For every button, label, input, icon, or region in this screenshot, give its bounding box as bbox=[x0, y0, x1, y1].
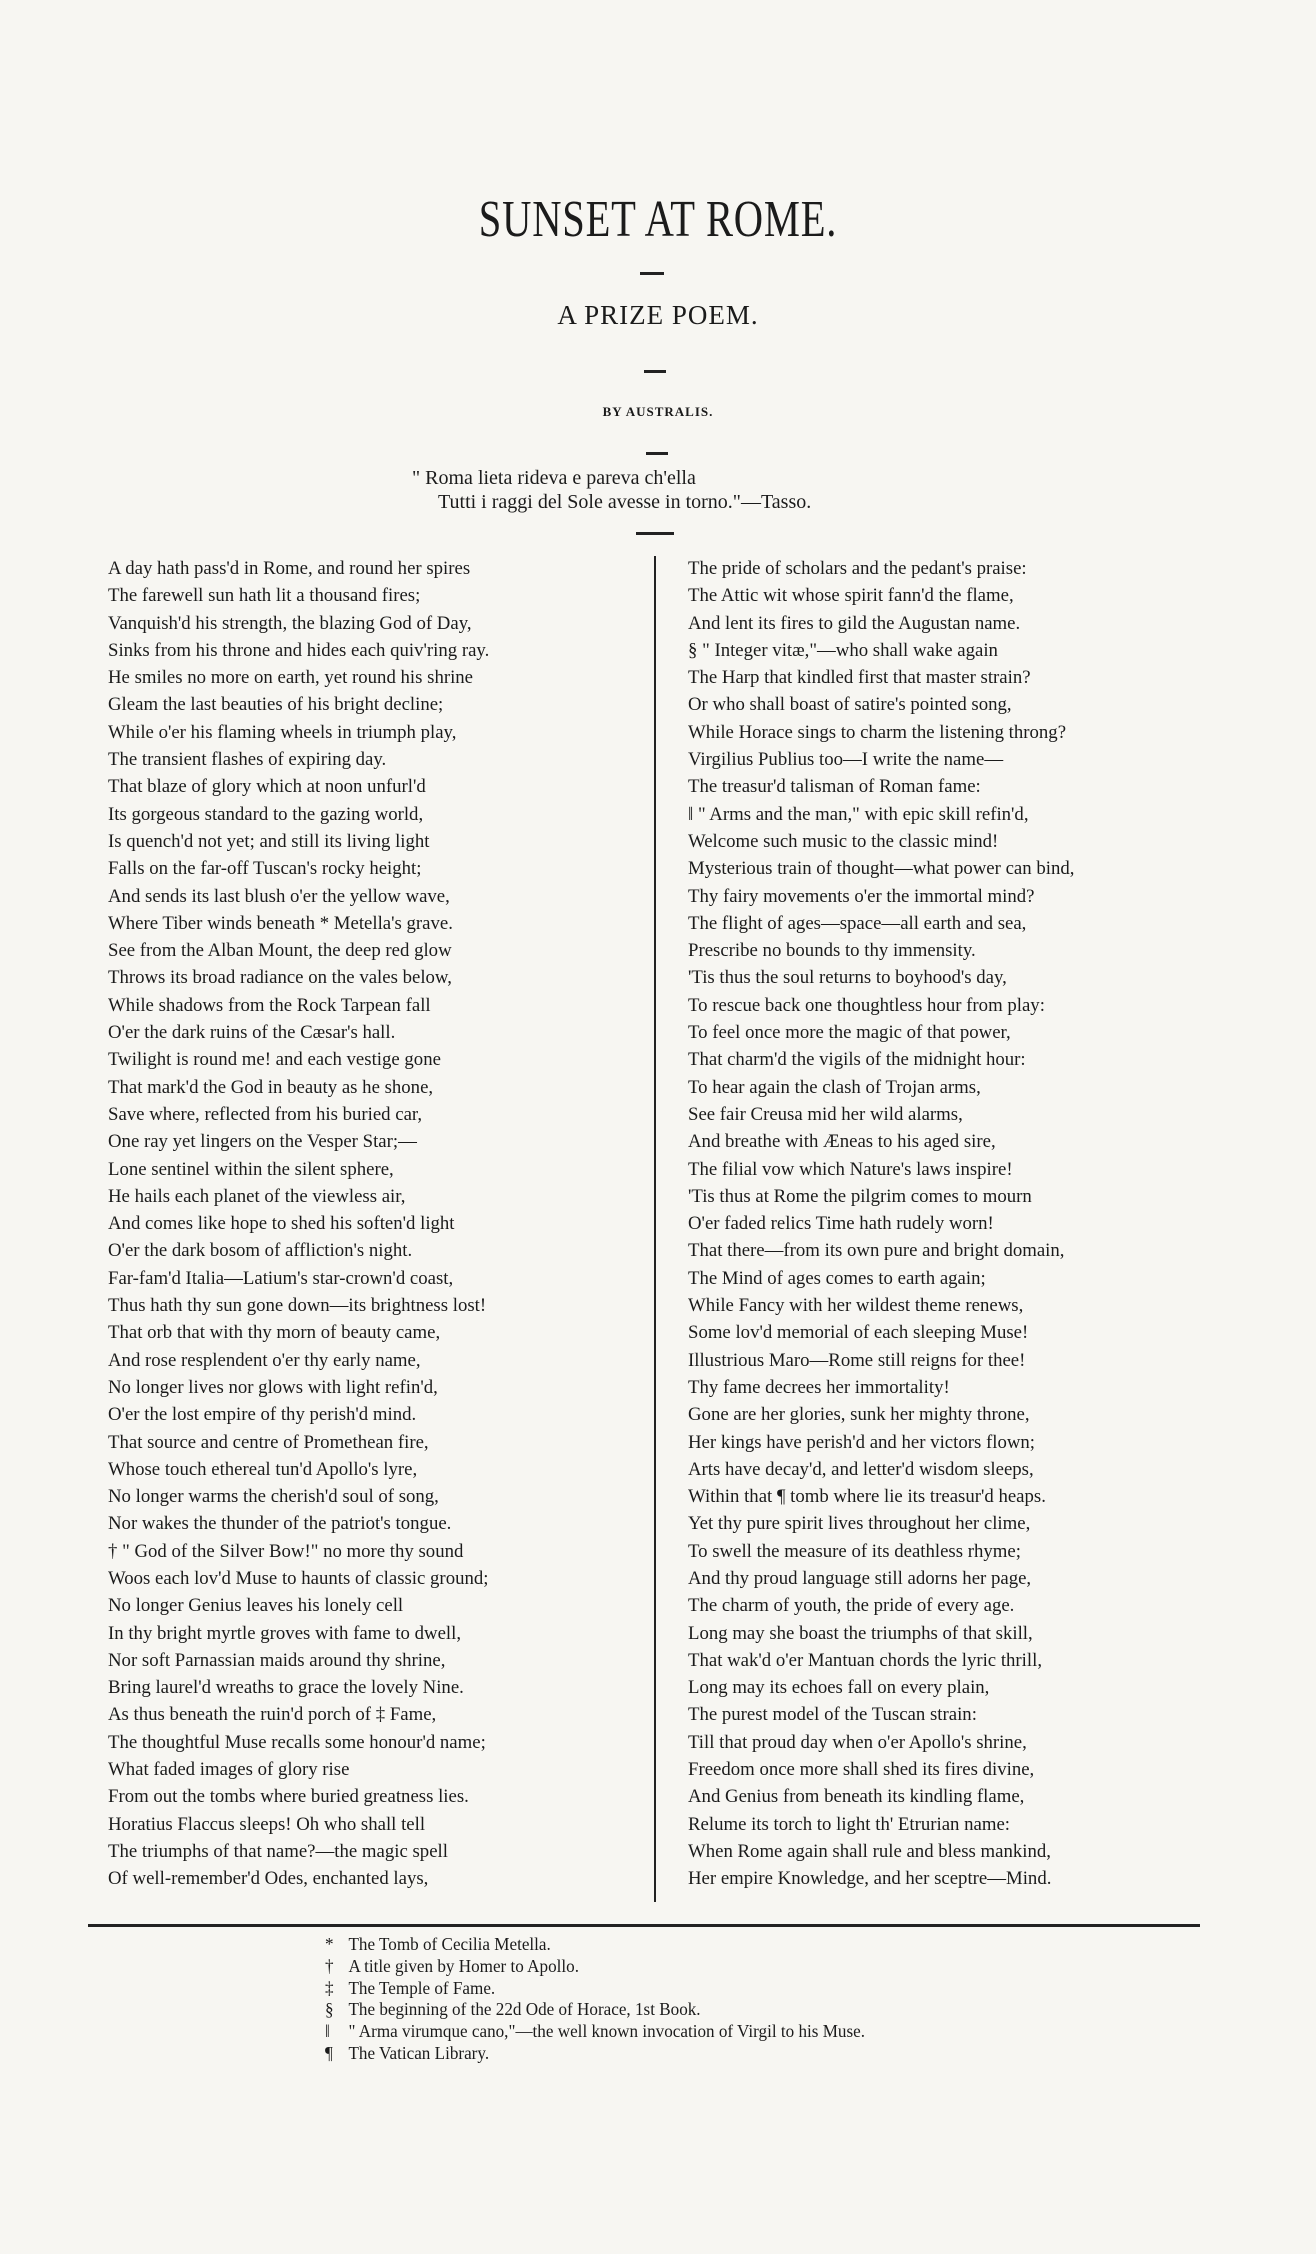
poem-column-right bbox=[688, 555, 1248, 1893]
poem-line: Woos each lov'd Muse to haunts of classic ground; bbox=[108, 1567, 489, 1589]
poem-line: The purest model of the Tuscan strain: bbox=[688, 1704, 977, 1726]
poem-line: The Attic wit whose spirit fann'd the flame, bbox=[688, 585, 1014, 607]
poem-line: The pride of scholars and the pedant's praise: bbox=[688, 558, 1027, 579]
footnote-mark: § bbox=[325, 1999, 334, 2020]
poem-line: To swell the measure of its deathless rhyme; bbox=[688, 1540, 1021, 1562]
poem-line: Arts have decay'd, and letter'd wisdom sleeps, bbox=[688, 1458, 1034, 1480]
poem-line: That mark'd the God in beauty as he shone, bbox=[108, 1076, 434, 1098]
poem-line: While Horace sings to charm the listening throng? bbox=[688, 721, 1067, 743]
poem-line: The filial vow which Nature's laws inspire! bbox=[688, 1158, 1013, 1180]
poem-line: The thoughtful Muse recalls some honour'd name; bbox=[108, 1731, 486, 1753]
poem-line: Throws its broad radiance on the vales below, bbox=[108, 967, 452, 989]
poem-line: No longer lives nor glows with light refin'd, bbox=[108, 1376, 438, 1398]
footnotes bbox=[325, 1934, 1225, 2065]
poem-line: Some lov'd memorial of each sleeping Muse! bbox=[688, 1322, 1029, 1344]
poem-line: Its gorgeous standard to the gazing world, bbox=[108, 803, 424, 825]
author-byline: BY AUSTRALIS. bbox=[602, 404, 714, 419]
poem-line: The flight of ages—space—all earth and sea, bbox=[688, 912, 1027, 934]
poem-line: Thy fame decrees her immortality! bbox=[688, 1376, 950, 1398]
poem-line: Virgilius Publius too—I write the name— bbox=[688, 749, 1004, 771]
poem-line: And lent its fires to gild the Augustan name. bbox=[688, 612, 1021, 634]
poem-line: Till that proud day when o'er Apollo's shrine, bbox=[688, 1731, 1027, 1753]
poem-subtitle: A PRIZE POEM. bbox=[557, 300, 759, 330]
poem-line: Relume its torch to light th' Etrurian name: bbox=[688, 1813, 1010, 1835]
poem-line: That blaze of glory which at noon unfurl'd bbox=[108, 776, 426, 798]
poem-line: See from the Alban Mount, the deep red glow bbox=[108, 940, 452, 962]
poem-title: SUNSET AT ROME. bbox=[478, 191, 838, 248]
footnote-mark: † bbox=[325, 1955, 334, 1976]
poem-line: The transient flashes of expiring day. bbox=[108, 749, 387, 771]
poem-line: To rescue back one thoughtless hour from play: bbox=[688, 994, 1045, 1016]
footnote-text: The Tomb of Cecilia Metella. bbox=[348, 1934, 551, 1954]
footnote bbox=[325, 2021, 1205, 2043]
footnote-text: The Vatican Library. bbox=[348, 2042, 490, 2063]
poem-line: Prescribe no bounds to thy immensity. bbox=[688, 940, 976, 962]
poem-line: That there—from its own pure and bright domain, bbox=[688, 1240, 1065, 1262]
poem-line: What faded images of glory rise bbox=[108, 1759, 350, 1781]
poem-line: That wak'd o'er Mantuan chords the lyric thrill, bbox=[688, 1649, 1043, 1671]
poem-line: Her kings have perish'd and her victors flown; bbox=[688, 1431, 1036, 1453]
footnote-mark: ‡ bbox=[325, 1977, 334, 1998]
poem-line: That charm'd the vigils of the midnight hour: bbox=[688, 1049, 1026, 1071]
footnote-text: The beginning of the 22d Ode of Horace, 1st Book. bbox=[348, 1999, 701, 2020]
poem-line: In thy bright myrtle groves with fame to dwell, bbox=[108, 1622, 462, 1644]
poem-line: † " God of the Silver Bow!" no more thy sound bbox=[108, 1540, 464, 1562]
poem-line: Far-fam'd Italia—Latium's star-crown'd coast, bbox=[108, 1267, 454, 1289]
poem-line: No longer warms the cherish'd soul of song, bbox=[108, 1486, 439, 1508]
poem-line: And rose resplendent o'er thy early name, bbox=[108, 1349, 421, 1371]
poem-line: One ray yet lingers on the Vesper Star;— bbox=[108, 1131, 417, 1153]
footnote-text: " Arma virumque cano,"—the well known invocation of Virgil to his Muse. bbox=[348, 2021, 866, 2042]
poem-line: While shadows from the Rock Tarpean fall bbox=[108, 994, 431, 1016]
poem-line: Or who shall boast of satire's pointed song, bbox=[688, 694, 1012, 716]
poem-line: A day hath pass'd in Rome, and round her spires bbox=[108, 558, 471, 579]
poem-line: O'er the lost empire of thy perish'd mind. bbox=[108, 1404, 417, 1426]
poem-line: Falls on the far-off Tuscan's rocky height; bbox=[108, 858, 422, 880]
poem-line: Long may its echoes fall on every plain, bbox=[688, 1677, 990, 1699]
poem-line: And breathe with Æneas to his aged sire, bbox=[688, 1131, 996, 1153]
poem-line: 'Tis thus the soul returns to boyhood's day, bbox=[688, 967, 1007, 989]
footnote-text: The Temple of Fame. bbox=[348, 1977, 496, 1998]
poem-line: O'er the dark bosom of affliction's night. bbox=[108, 1240, 413, 1262]
footnote-mark: ¶ bbox=[325, 2042, 333, 2063]
byline-divider bbox=[646, 452, 668, 455]
poem-line: Of well-remember'd Odes, enchanted lays, bbox=[108, 1868, 429, 1890]
poem-line: Within that ¶ tomb where lie its treasur'd heaps. bbox=[688, 1486, 1046, 1508]
poem-line: Horatius Flaccus sleeps! Oh who shall tell bbox=[108, 1813, 426, 1835]
poem-line: ‖ " Arms and the man," with epic skill refin'd, bbox=[688, 803, 1029, 825]
poem-line: That orb that with thy morn of beauty came, bbox=[108, 1322, 441, 1344]
poem-line: And sends its last blush o'er the yellow wave, bbox=[108, 885, 450, 907]
poem-line: Freedom once more shall shed its fires divine, bbox=[688, 1759, 1035, 1781]
poem-line: Save where, reflected from his buried car, bbox=[108, 1103, 423, 1125]
poem-line: Bring laurel'd wreaths to grace the lovely Nine. bbox=[108, 1677, 464, 1699]
poem-line: While Fancy with her wildest theme renews, bbox=[688, 1295, 1024, 1317]
footnote-mark: ‖ bbox=[325, 2021, 330, 2042]
poem-line: Gleam the last beauties of his bright decline; bbox=[108, 694, 444, 716]
poem-line: See fair Creusa mid her wild alarms, bbox=[688, 1103, 963, 1125]
poem-line: When Rome again shall rule and bless mankind, bbox=[688, 1840, 1051, 1862]
poem-line: He hails each planet of the viewless air, bbox=[108, 1185, 406, 1207]
footnote bbox=[325, 2043, 1205, 2065]
poem-line: Thy fairy movements o'er the immortal mind? bbox=[688, 885, 1035, 907]
footnote-rule bbox=[88, 1924, 1200, 1927]
epigraph-line: Tutti i raggi del Sole avesse in torno."—Tasso. bbox=[438, 491, 812, 513]
poem-line: Lone sentinel within the silent sphere, bbox=[108, 1158, 394, 1180]
poem-line: Illustrious Maro—Rome still reigns for thee! bbox=[688, 1349, 1026, 1371]
poem-line: From out the tombs where buried greatness lies. bbox=[108, 1786, 469, 1808]
footnote bbox=[325, 1956, 1205, 1978]
poem-line: § " Integer vitæ,"—who shall wake again bbox=[688, 639, 998, 661]
poem-line: While o'er his flaming wheels in triumph play, bbox=[108, 721, 457, 743]
poem-line: O'er faded relics Time hath rudely worn! bbox=[688, 1213, 994, 1235]
footnote-mark: * bbox=[325, 1934, 334, 1954]
footnote-text: A title given by Homer to Apollo. bbox=[348, 1955, 579, 1976]
poem-line: Twilight is round me! and each vestige gone bbox=[108, 1049, 441, 1071]
poem-line: Whose touch ethereal tun'd Apollo's lyre, bbox=[108, 1458, 418, 1480]
poem-line: Her empire Knowledge, and her sceptre—Mind. bbox=[688, 1868, 1052, 1890]
poem-line: He smiles no more on earth, yet round his shrine bbox=[108, 667, 474, 689]
poem-line: Thus hath thy sun gone down—its brightness lost! bbox=[108, 1295, 487, 1317]
footnote bbox=[325, 1999, 1205, 2021]
poem-line: Long may she boast the triumphs of that skill, bbox=[688, 1622, 1033, 1644]
footnote bbox=[325, 1934, 1205, 1956]
poem-line: To hear again the clash of Trojan arms, bbox=[688, 1076, 981, 1098]
poem-line: Mysterious train of thought—what power can bind, bbox=[688, 858, 1075, 880]
poem-line: 'Tis thus at Rome the pilgrim comes to mourn bbox=[688, 1185, 1032, 1207]
poem-line: And comes like hope to shed his soften'd light bbox=[108, 1213, 455, 1235]
poem-line: To feel once more the magic of that power, bbox=[688, 1022, 1011, 1044]
poem-line: The triumphs of that name?—the magic spell bbox=[108, 1840, 448, 1862]
title-divider bbox=[640, 272, 664, 275]
poem-line: As thus beneath the ruin'd porch of ‡ Fame, bbox=[108, 1704, 437, 1726]
poem-line: That source and centre of Promethean fire, bbox=[108, 1431, 429, 1453]
subtitle-divider bbox=[644, 370, 666, 373]
column-divider bbox=[654, 556, 656, 1902]
poem-line: Yet thy pure spirit lives throughout her clime, bbox=[688, 1513, 1031, 1535]
poem-line: Gone are her glories, sunk her mighty throne, bbox=[688, 1404, 1030, 1426]
poem-line: The farewell sun hath lit a thousand fires; bbox=[108, 585, 421, 607]
poem-line: No longer Genius leaves his lonely cell bbox=[108, 1595, 404, 1617]
poem-line: Vanquish'd his strength, the blazing God of Day, bbox=[108, 612, 472, 634]
poem-line: Where Tiber winds beneath * Metella's grave. bbox=[108, 912, 453, 934]
poem-line: Welcome such music to the classic mind! bbox=[688, 830, 999, 852]
poem-line: Is quench'd not yet; and still its living light bbox=[108, 830, 430, 852]
poem-line: The treasur'd talisman of Roman fame: bbox=[688, 776, 981, 798]
epigraph bbox=[412, 466, 1012, 514]
poem-line: The Harp that kindled first that master strain? bbox=[688, 667, 1031, 689]
poem-line: And Genius from beneath its kindling flame, bbox=[688, 1786, 1025, 1808]
poem-line: Sinks from his throne and hides each quiv'ring ray. bbox=[108, 639, 490, 661]
poem-line: And thy proud language still adorns her page, bbox=[688, 1567, 1032, 1589]
poem-line: O'er the dark ruins of the Cæsar's hall. bbox=[108, 1022, 396, 1044]
poem-line: Nor wakes the thunder of the patriot's tongue. bbox=[108, 1513, 452, 1535]
epigraph-divider bbox=[636, 532, 674, 535]
poem-line: Nor soft Parnassian maids around thy shrine, bbox=[108, 1649, 446, 1671]
poem-line: The Mind of ages comes to earth again; bbox=[688, 1267, 986, 1289]
footnote bbox=[325, 1978, 1205, 2000]
poem-column-left bbox=[108, 555, 668, 1893]
epigraph-line: " Roma lieta rideva e pareva ch'ella bbox=[412, 467, 696, 489]
poem-line: The charm of youth, the pride of every age. bbox=[688, 1595, 1015, 1617]
